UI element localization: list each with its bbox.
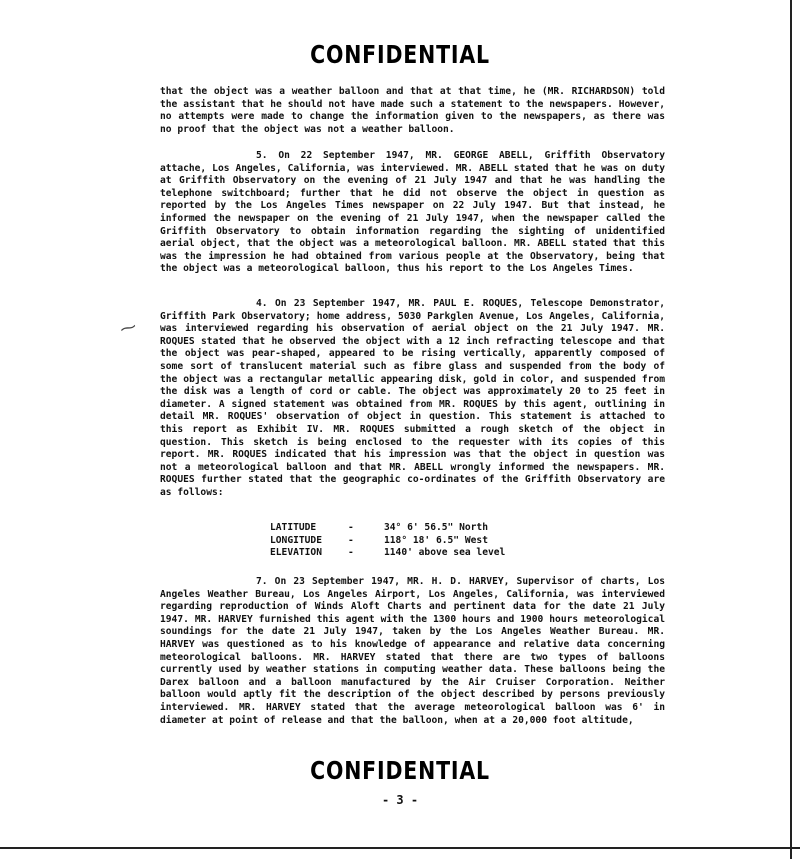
coordinate-label: ELEVATION	[270, 547, 322, 559]
paragraph-7-harvey: 7. On 23 September 1947, MR. H. D. HARVEY, Supervisor of charts, Los Angeles Weather Bureau, Los Angeles Airport, Los Angeles, California, was interviewed regarding reproduction of Winds Aloft Charts and pertinent data for the date 21 July 1947. MR. HARVEY furnished this agent with the 1300 hours and 1900 hours meteorological soundings for the date 21 July 1947, taken by the Los Angeles Weather Bureau. MR. HARVEY was questioned as to his knowledge of appearance and relative data concerning meteorological balloons. MR. HARVEY stated that there are two types of balloons currently used by weather stations in computing weather data. These balloons being the Darex balloon and a balloon manufactured by the Air Cruiser Corporation. Neither balloon would aptly fit the description of the object described by persons previously interviewed. MR. HARVEY stated that the average meteorological balloon was 6' in diameter at point of release and that the balloon, when at a 20,000 foot altitude,	[160, 576, 671, 726]
confidential-stamp-bottom: CONFIDENTIAL	[310, 756, 490, 785]
coordinate-dash: -	[348, 522, 354, 533]
coordinate-value: 1140' above sea level	[384, 547, 506, 559]
page-border-right	[790, 0, 792, 859]
coordinate-value: 118° 18' 6.5" West	[384, 534, 488, 546]
observatory-coordinates	[270, 522, 505, 560]
coordinate-row-elevation	[270, 547, 505, 560]
coordinate-label: LONGITUDE	[270, 534, 322, 546]
handwritten-margin-mark: ⁓	[117, 316, 139, 339]
confidential-stamp-top: CONFIDENTIAL	[310, 40, 490, 69]
coordinate-dash: -	[348, 534, 354, 546]
coordinate-dash: -	[348, 547, 354, 559]
coordinate-value: 34° 6' 56.5" North	[384, 522, 488, 533]
page-border-bottom	[0, 847, 800, 849]
coordinate-row-longitude	[270, 535, 505, 548]
paragraph-continuation: that the object was a weather balloon and that at that time, he (MR. RICHARDSON) told the assistant that he should not have made such a statement to the newspapers. However, no attempts were made to change the information given to the newspapers, as there was no proof that the object was not a weather balloon.	[160, 86, 671, 135]
page-number: - 3 -	[381, 793, 419, 807]
paragraph-5-abell: 5. On 22 September 1947, MR. GEORGE ABELL, Griffith Observatory attache, Los Angeles, California, was interviewed. MR. ABELL stated that he was on duty at Griffith Observatory on the evening of 21 July 1947 and that he was handling the telephone switchboard; further that he did not observe the object in question as reported by the Los Angeles Times newspaper on 22 July 1947. But that instead, he informed the newspaper on the evening of 21 July 1947, when the newspaper called the Griffith Observatory to obtain information regarding the sighting of unidentified aerial object, that the object was a meteorological balloon. MR. ABELL stated that this was the impression he had obtained from various people at the Observatory, being that the object was a meteorological balloon, thus his report to the Los Angeles Times.	[160, 150, 671, 275]
coordinate-label: LATITUDE	[270, 522, 317, 533]
paragraph-6-roques: 4. On 23 September 1947, MR. PAUL E. ROQUES, Telescope Demonstrator, Griffith Park Observatory; home address, 5030 Parkglen Avenue, Los Angeles, California, was interviewed regarding his observation of aerial object on the 21 July 1947. MR. ROQUES stated that he observed the object with a 12 inch refracting telescope and that the object was pear-shaped, appeared to be rising vertically, apparently composed of some sort of translucent material such as fibre glass and suspended from the body of the object was a rectangular metallic appearing disk, gold in color, and suspended from the disk was a length of cord or cable. The object was approximately 20 to 25 feet in diameter. A signed statement was obtained from MR. ROQUES by this agent, outlining in detail MR. ROQUES' observation of object in question. This statement is attached to this report as Exhibit IV. MR. ROQUES submitted a rough sketch of the object in question. This sketch is being enclosed to the requester with its copies of this report. MR. ROQUES indicated that his impression was that the object in question was not a meteorological balloon and that MR. ABELL wrongly informed the newspapers. MR. ROQUES further stated that the geographic co-ordinates of the Griffith Observatory are as follows:	[160, 298, 671, 498]
coordinate-row-latitude	[270, 522, 505, 535]
